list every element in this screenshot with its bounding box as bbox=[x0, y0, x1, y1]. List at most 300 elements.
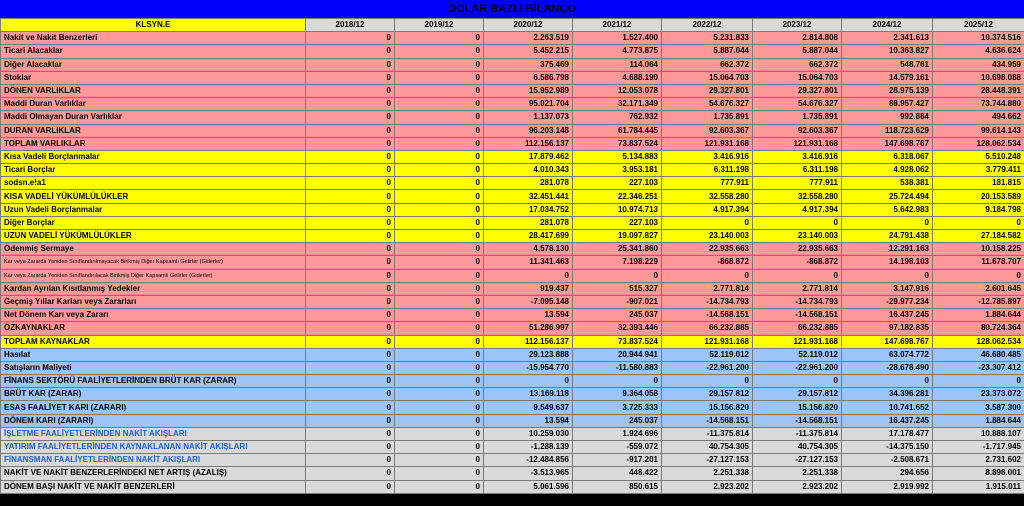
value-cell[interactable]: 0 bbox=[306, 427, 395, 440]
value-cell[interactable]: 29.123.888 bbox=[484, 348, 573, 361]
value-cell[interactable]: -11.580.883 bbox=[573, 361, 662, 374]
value-cell[interactable]: 0 bbox=[395, 348, 484, 361]
value-cell[interactable]: 2.919.992 bbox=[842, 480, 933, 493]
value-cell[interactable]: 0 bbox=[306, 243, 395, 256]
value-cell[interactable]: 0 bbox=[395, 203, 484, 216]
value-cell[interactable]: 10.363.827 bbox=[842, 45, 933, 58]
value-cell[interactable]: 14.198.103 bbox=[842, 256, 933, 269]
value-cell[interactable]: 1.137.073 bbox=[484, 111, 573, 124]
value-cell[interactable]: 13.594 bbox=[484, 414, 573, 427]
value-cell[interactable]: 5.510.248 bbox=[933, 150, 1024, 163]
value-cell[interactable]: 227.103 bbox=[573, 216, 662, 229]
value-cell[interactable]: 0 bbox=[395, 322, 484, 335]
value-cell[interactable]: 11.678.707 bbox=[933, 256, 1024, 269]
value-cell[interactable]: 0 bbox=[395, 269, 484, 282]
value-cell[interactable]: 0 bbox=[306, 190, 395, 203]
value-cell[interactable]: 0 bbox=[306, 71, 395, 84]
value-cell[interactable]: 0 bbox=[933, 269, 1024, 282]
value-cell[interactable]: 10.741.652 bbox=[842, 401, 933, 414]
value-cell[interactable]: 3.416.916 bbox=[662, 150, 753, 163]
value-cell[interactable]: 0 bbox=[306, 309, 395, 322]
value-cell[interactable]: 0 bbox=[306, 361, 395, 374]
value-cell[interactable]: 0 bbox=[306, 177, 395, 190]
value-cell[interactable]: 0 bbox=[842, 216, 933, 229]
value-cell[interactable]: 4.636.624 bbox=[933, 45, 1024, 58]
value-cell[interactable]: 0 bbox=[306, 282, 395, 295]
value-cell[interactable]: 0 bbox=[306, 335, 395, 348]
value-cell[interactable]: 0 bbox=[395, 401, 484, 414]
value-cell[interactable]: -22.961.200 bbox=[753, 361, 842, 374]
value-cell[interactable]: 0 bbox=[306, 230, 395, 243]
value-cell[interactable]: 0 bbox=[306, 322, 395, 335]
row-label-link[interactable]: İŞLETME FAALİYETLERİNDEN NAKİT AKIŞLARI bbox=[1, 427, 306, 440]
value-cell[interactable]: 128.062.534 bbox=[933, 335, 1024, 348]
value-cell[interactable]: 0 bbox=[395, 111, 484, 124]
value-cell[interactable]: -14.568.151 bbox=[662, 309, 753, 322]
value-cell[interactable]: 0 bbox=[395, 45, 484, 58]
value-cell[interactable]: 0 bbox=[573, 269, 662, 282]
value-cell[interactable]: -868.872 bbox=[753, 256, 842, 269]
value-cell[interactable]: -27.127.153 bbox=[753, 454, 842, 467]
value-cell[interactable]: -29.977.234 bbox=[842, 295, 933, 308]
value-cell[interactable]: 0 bbox=[306, 58, 395, 71]
value-cell[interactable]: 13.169.118 bbox=[484, 388, 573, 401]
value-cell[interactable]: 23.373.072 bbox=[933, 388, 1024, 401]
value-cell[interactable]: 0 bbox=[395, 164, 484, 177]
value-cell[interactable]: 6.311.198 bbox=[662, 164, 753, 177]
value-cell[interactable]: 0 bbox=[395, 190, 484, 203]
value-cell[interactable]: 121.931.168 bbox=[753, 335, 842, 348]
value-cell[interactable]: 32.558.280 bbox=[662, 190, 753, 203]
column-header-year[interactable]: 2020/12 bbox=[484, 19, 573, 32]
value-cell[interactable]: -23.307.412 bbox=[933, 361, 1024, 374]
table-row bbox=[1, 361, 1024, 374]
value-cell[interactable]: 0 bbox=[306, 295, 395, 308]
value-cell[interactable]: 9.364.058 bbox=[573, 388, 662, 401]
row-label-link[interactable]: FİNANSMAN FAALİYETLERİNDEN NAKİT AKIŞLARI bbox=[1, 454, 306, 467]
value-cell[interactable]: 29.327.801 bbox=[662, 84, 753, 97]
value-cell[interactable]: 4.917.394 bbox=[662, 203, 753, 216]
value-cell[interactable]: 0 bbox=[933, 216, 1024, 229]
value-cell[interactable]: 0 bbox=[395, 150, 484, 163]
value-cell[interactable]: 23.140.003 bbox=[662, 230, 753, 243]
value-cell[interactable]: 434.959 bbox=[933, 58, 1024, 71]
value-cell[interactable]: -868.872 bbox=[662, 256, 753, 269]
value-cell[interactable]: 0 bbox=[306, 454, 395, 467]
value-cell[interactable]: 494.662 bbox=[933, 111, 1024, 124]
value-cell[interactable]: 1.735.891 bbox=[753, 111, 842, 124]
value-cell[interactable]: 0 bbox=[662, 269, 753, 282]
value-cell[interactable]: 2.341.613 bbox=[842, 32, 933, 45]
value-cell[interactable]: 29.157.812 bbox=[662, 388, 753, 401]
value-cell[interactable]: 0 bbox=[306, 164, 395, 177]
value-cell[interactable]: 0 bbox=[306, 45, 395, 58]
value-cell[interactable]: 92.603.367 bbox=[753, 124, 842, 137]
value-cell[interactable]: 13.594 bbox=[484, 309, 573, 322]
value-cell[interactable]: 0 bbox=[395, 480, 484, 493]
value-cell[interactable]: 0 bbox=[306, 137, 395, 150]
value-cell[interactable]: 9.549.637 bbox=[484, 401, 573, 414]
value-cell[interactable]: 281.078 bbox=[484, 216, 573, 229]
value-cell[interactable]: 28.417.699 bbox=[484, 230, 573, 243]
value-cell[interactable]: 2.771.814 bbox=[753, 282, 842, 295]
value-cell[interactable]: 0 bbox=[306, 216, 395, 229]
value-cell[interactable]: 80.724.364 bbox=[933, 322, 1024, 335]
value-cell[interactable]: 4.928.062 bbox=[842, 164, 933, 177]
value-cell[interactable]: 25.724.494 bbox=[842, 190, 933, 203]
value-cell[interactable]: 3.725.333 bbox=[573, 401, 662, 414]
value-cell[interactable]: 1.735.891 bbox=[662, 111, 753, 124]
column-header-year[interactable]: 2024/12 bbox=[842, 19, 933, 32]
value-cell[interactable]: -907.021 bbox=[573, 295, 662, 308]
column-header-year[interactable]: 2025/12 bbox=[933, 19, 1024, 32]
value-cell[interactable]: 0 bbox=[395, 216, 484, 229]
value-cell[interactable]: 51.286.997 bbox=[484, 322, 573, 335]
value-cell[interactable]: 0 bbox=[395, 335, 484, 348]
value-cell[interactable]: 0 bbox=[395, 71, 484, 84]
value-cell[interactable]: -14.734.793 bbox=[753, 295, 842, 308]
value-cell[interactable]: 762.932 bbox=[573, 111, 662, 124]
value-cell[interactable]: 32.558.280 bbox=[753, 190, 842, 203]
value-cell[interactable]: 112.156.137 bbox=[484, 335, 573, 348]
value-cell[interactable]: 0 bbox=[573, 375, 662, 388]
table-row bbox=[1, 230, 1024, 243]
value-cell[interactable]: 73.744.880 bbox=[933, 98, 1024, 111]
value-cell[interactable]: 17.879.462 bbox=[484, 150, 573, 163]
value-cell[interactable]: 15.064.703 bbox=[662, 71, 753, 84]
value-cell[interactable]: 4.688.190 bbox=[573, 71, 662, 84]
value-cell[interactable]: -559.072 bbox=[573, 441, 662, 454]
value-cell[interactable]: 40.754.305 bbox=[753, 441, 842, 454]
value-cell[interactable]: 2.771.814 bbox=[662, 282, 753, 295]
value-cell[interactable]: 0 bbox=[306, 203, 395, 216]
value-cell[interactable]: 5.887.044 bbox=[753, 45, 842, 58]
value-cell[interactable]: 0 bbox=[395, 243, 484, 256]
value-cell[interactable]: 3.587.300 bbox=[933, 401, 1024, 414]
value-cell[interactable]: 245.037 bbox=[573, 414, 662, 427]
value-cell[interactable]: 32.393.446 bbox=[573, 322, 662, 335]
value-cell[interactable]: 2.923.202 bbox=[753, 480, 842, 493]
value-cell[interactable]: 0 bbox=[306, 256, 395, 269]
value-cell[interactable]: 10.974.713 bbox=[573, 203, 662, 216]
value-cell[interactable]: 0 bbox=[306, 124, 395, 137]
value-cell[interactable]: 5.452.215 bbox=[484, 45, 573, 58]
value-cell[interactable]: 1.527.400 bbox=[573, 32, 662, 45]
value-cell[interactable]: 0 bbox=[395, 137, 484, 150]
value-cell[interactable]: 0 bbox=[484, 375, 573, 388]
value-cell[interactable]: 12.053.078 bbox=[573, 84, 662, 97]
value-cell[interactable]: 11.341.463 bbox=[484, 256, 573, 269]
row-label: TOPLAM VARLIKLAR bbox=[1, 137, 306, 150]
value-cell[interactable]: 73.837.524 bbox=[573, 335, 662, 348]
value-cell[interactable]: 0 bbox=[395, 282, 484, 295]
value-cell[interactable]: 6.311.198 bbox=[753, 164, 842, 177]
value-cell[interactable]: 0 bbox=[842, 375, 933, 388]
table-row bbox=[1, 388, 1024, 401]
value-cell[interactable]: 66.232.885 bbox=[753, 322, 842, 335]
value-cell[interactable]: 118.723.629 bbox=[842, 124, 933, 137]
value-cell[interactable]: 2.251.338 bbox=[662, 467, 753, 480]
value-cell[interactable]: 27.184.582 bbox=[933, 230, 1024, 243]
value-cell[interactable]: 2.263.519 bbox=[484, 32, 573, 45]
value-cell[interactable]: 548.761 bbox=[842, 58, 933, 71]
value-cell[interactable]: 0 bbox=[306, 98, 395, 111]
value-cell[interactable]: 15.952.989 bbox=[484, 84, 573, 97]
value-cell[interactable]: 61.784.445 bbox=[573, 124, 662, 137]
row-label-link[interactable]: YATIRIM FAALİYETLERİNDEN KAYNAKLANAN NAKİT AKIŞLARI bbox=[1, 441, 306, 454]
column-header-ticker[interactable]: KLSYN.E bbox=[1, 19, 306, 32]
value-cell[interactable]: 15.156.820 bbox=[753, 401, 842, 414]
value-cell[interactable]: 0 bbox=[306, 375, 395, 388]
value-cell[interactable]: -22.961.200 bbox=[662, 361, 753, 374]
value-cell[interactable]: -27.127.153 bbox=[662, 454, 753, 467]
column-header-year[interactable]: 2019/12 bbox=[395, 19, 484, 32]
value-cell[interactable]: -11.375.814 bbox=[753, 427, 842, 440]
value-cell[interactable]: 88.957.427 bbox=[842, 98, 933, 111]
value-cell[interactable]: 10.888.107 bbox=[933, 427, 1024, 440]
value-cell[interactable]: 0 bbox=[395, 388, 484, 401]
value-cell[interactable]: 10.698.088 bbox=[933, 71, 1024, 84]
value-cell[interactable]: 29.327.801 bbox=[753, 84, 842, 97]
value-cell[interactable]: 22.935.663 bbox=[662, 243, 753, 256]
value-cell[interactable]: -14.375.150 bbox=[842, 441, 933, 454]
value-cell[interactable]: 777.911 bbox=[753, 177, 842, 190]
value-cell[interactable]: 2.731.602 bbox=[933, 454, 1024, 467]
value-cell[interactable]: 2.923.202 bbox=[662, 480, 753, 493]
value-cell[interactable]: 0 bbox=[395, 84, 484, 97]
value-cell[interactable]: 17.034.752 bbox=[484, 203, 573, 216]
value-cell[interactable]: 777.911 bbox=[662, 177, 753, 190]
value-cell[interactable]: 4.010.343 bbox=[484, 164, 573, 177]
value-cell[interactable]: 0 bbox=[395, 414, 484, 427]
value-cell[interactable]: 5.134.883 bbox=[573, 150, 662, 163]
value-cell[interactable]: 5.887.044 bbox=[662, 45, 753, 58]
value-cell[interactable]: 0 bbox=[395, 361, 484, 374]
value-cell[interactable]: 121.931.168 bbox=[662, 335, 753, 348]
value-cell[interactable]: 5.642.983 bbox=[842, 203, 933, 216]
value-cell[interactable]: 25.341.860 bbox=[573, 243, 662, 256]
value-cell[interactable]: 9.184.798 bbox=[933, 203, 1024, 216]
value-cell[interactable]: 17.178.477 bbox=[842, 427, 933, 440]
value-cell[interactable]: 92.603.367 bbox=[662, 124, 753, 137]
value-cell[interactable]: 24.791.438 bbox=[842, 230, 933, 243]
value-cell[interactable]: 5.231.833 bbox=[662, 32, 753, 45]
value-cell[interactable]: 245.037 bbox=[573, 309, 662, 322]
value-cell[interactable]: 121.931.168 bbox=[662, 137, 753, 150]
value-cell[interactable]: 96.203.148 bbox=[484, 124, 573, 137]
value-cell[interactable]: -917.201 bbox=[573, 454, 662, 467]
value-cell[interactable]: 0 bbox=[306, 388, 395, 401]
value-cell[interactable]: 281.078 bbox=[484, 177, 573, 190]
value-cell[interactable]: 10.374.516 bbox=[933, 32, 1024, 45]
row-label: ESAS FAALİYET KARI (ZARARI) bbox=[1, 401, 306, 414]
column-header-year[interactable]: 2022/12 bbox=[662, 19, 753, 32]
value-cell[interactable]: 4.578.130 bbox=[484, 243, 573, 256]
value-cell[interactable]: -3.513.965 bbox=[484, 467, 573, 480]
value-cell[interactable]: 23.140.003 bbox=[753, 230, 842, 243]
value-cell[interactable]: 40.754.305 bbox=[662, 441, 753, 454]
value-cell[interactable]: 2.251.338 bbox=[753, 467, 842, 480]
sheet-title: DOLAR BAZLI BİLANÇO bbox=[0, 0, 1024, 18]
value-cell[interactable]: 0 bbox=[395, 32, 484, 45]
value-cell[interactable]: 4.917.394 bbox=[753, 203, 842, 216]
value-cell[interactable]: -1.288.139 bbox=[484, 441, 573, 454]
value-cell[interactable]: -14.568.151 bbox=[753, 309, 842, 322]
value-cell[interactable]: 0 bbox=[753, 375, 842, 388]
value-cell[interactable]: 4.773.875 bbox=[573, 45, 662, 58]
value-cell[interactable]: 992.884 bbox=[842, 111, 933, 124]
value-cell[interactable]: 0 bbox=[306, 111, 395, 124]
value-cell[interactable]: 15.156.820 bbox=[662, 401, 753, 414]
value-cell[interactable]: 97.182.835 bbox=[842, 322, 933, 335]
value-cell[interactable]: 95.021.704 bbox=[484, 98, 573, 111]
value-cell[interactable]: 0 bbox=[306, 269, 395, 282]
value-cell[interactable]: 0 bbox=[395, 177, 484, 190]
value-cell[interactable]: 52.119.012 bbox=[662, 348, 753, 361]
value-cell[interactable]: 0 bbox=[662, 375, 753, 388]
value-cell[interactable]: 0 bbox=[306, 401, 395, 414]
value-cell[interactable]: 0 bbox=[306, 467, 395, 480]
value-cell[interactable]: 0 bbox=[306, 480, 395, 493]
value-cell[interactable]: 20.153.589 bbox=[933, 190, 1024, 203]
value-cell[interactable]: 15.064.703 bbox=[753, 71, 842, 84]
value-cell[interactable]: 54.676.327 bbox=[753, 98, 842, 111]
value-cell[interactable]: 5.061.596 bbox=[484, 480, 573, 493]
value-cell[interactable]: 6.586.798 bbox=[484, 71, 573, 84]
value-cell[interactable]: 128.062.534 bbox=[933, 137, 1024, 150]
value-cell[interactable]: 2.814.808 bbox=[753, 32, 842, 45]
value-cell[interactable]: 2.601.645 bbox=[933, 282, 1024, 295]
value-cell[interactable]: -14.734.793 bbox=[662, 295, 753, 308]
value-cell[interactable]: -1.717.945 bbox=[933, 441, 1024, 454]
value-cell[interactable]: 22.935.663 bbox=[753, 243, 842, 256]
column-header-year[interactable]: 2018/12 bbox=[306, 19, 395, 32]
value-cell[interactable]: 99.614.143 bbox=[933, 124, 1024, 137]
value-cell[interactable]: 66.232.885 bbox=[662, 322, 753, 335]
value-cell[interactable]: 3.779.411 bbox=[933, 164, 1024, 177]
value-cell[interactable]: 515.327 bbox=[573, 282, 662, 295]
value-cell[interactable]: 227.103 bbox=[573, 177, 662, 190]
value-cell[interactable]: 1.924.696 bbox=[573, 427, 662, 440]
value-cell[interactable]: -12.484.856 bbox=[484, 454, 573, 467]
value-cell[interactable]: 0 bbox=[306, 414, 395, 427]
column-header-year[interactable]: 2023/12 bbox=[753, 19, 842, 32]
value-cell[interactable]: 10.259.030 bbox=[484, 427, 573, 440]
value-cell[interactable]: 121.931.168 bbox=[753, 137, 842, 150]
value-cell[interactable]: 3.416.916 bbox=[753, 150, 842, 163]
value-cell[interactable]: 112.156.137 bbox=[484, 137, 573, 150]
value-cell[interactable]: -7.095.148 bbox=[484, 295, 573, 308]
value-cell[interactable]: -14.568.151 bbox=[662, 414, 753, 427]
value-cell[interactable]: 22.346.251 bbox=[573, 190, 662, 203]
value-cell[interactable]: 19.097.827 bbox=[573, 230, 662, 243]
value-cell[interactable]: 1.884.644 bbox=[933, 309, 1024, 322]
value-cell[interactable]: 448.422 bbox=[573, 467, 662, 480]
value-cell[interactable]: 114.064 bbox=[573, 58, 662, 71]
value-cell[interactable]: 3.147.916 bbox=[842, 282, 933, 295]
value-cell[interactable]: 1.884.644 bbox=[933, 414, 1024, 427]
value-cell[interactable]: 0 bbox=[395, 427, 484, 440]
row-label: Net Dönem Karı veya Zararı bbox=[1, 309, 306, 322]
value-cell[interactable]: 14.579.161 bbox=[842, 71, 933, 84]
value-cell[interactable]: 1.915.011 bbox=[933, 480, 1024, 493]
value-cell[interactable]: 662.372 bbox=[753, 58, 842, 71]
value-cell[interactable]: 73.837.524 bbox=[573, 137, 662, 150]
value-cell[interactable]: 0 bbox=[395, 467, 484, 480]
value-cell[interactable]: 538.381 bbox=[842, 177, 933, 190]
value-cell[interactable]: 0 bbox=[395, 124, 484, 137]
value-cell[interactable]: 0 bbox=[395, 256, 484, 269]
value-cell[interactable]: 0 bbox=[662, 216, 753, 229]
value-cell[interactable]: 662.372 bbox=[662, 58, 753, 71]
value-cell[interactable]: 7.198.229 bbox=[573, 256, 662, 269]
value-cell[interactable]: -11.375.814 bbox=[662, 427, 753, 440]
value-cell[interactable]: 850.615 bbox=[573, 480, 662, 493]
value-cell[interactable]: 16.437.245 bbox=[842, 309, 933, 322]
value-cell[interactable]: 0 bbox=[484, 269, 573, 282]
value-cell[interactable]: 0 bbox=[395, 309, 484, 322]
value-cell[interactable]: 375.469 bbox=[484, 58, 573, 71]
value-cell[interactable]: 0 bbox=[753, 269, 842, 282]
column-header-year[interactable]: 2021/12 bbox=[573, 19, 662, 32]
value-cell[interactable]: 0 bbox=[753, 216, 842, 229]
value-cell[interactable]: 0 bbox=[306, 84, 395, 97]
value-cell[interactable]: 147.698.767 bbox=[842, 335, 933, 348]
value-cell[interactable]: 0 bbox=[842, 269, 933, 282]
value-cell[interactable]: 0 bbox=[395, 58, 484, 71]
value-cell[interactable]: 28.448.391 bbox=[933, 84, 1024, 97]
value-cell[interactable]: 0 bbox=[306, 441, 395, 454]
value-cell[interactable]: 0 bbox=[395, 295, 484, 308]
value-cell[interactable]: -14.568.151 bbox=[753, 414, 842, 427]
value-cell[interactable]: -28.678.490 bbox=[842, 361, 933, 374]
value-cell[interactable]: -12.785.897 bbox=[933, 295, 1024, 308]
value-cell[interactable]: 0 bbox=[395, 230, 484, 243]
value-cell[interactable]: 0 bbox=[395, 375, 484, 388]
balance-sheet-table bbox=[0, 18, 1024, 494]
value-cell[interactable]: 0 bbox=[306, 150, 395, 163]
value-cell[interactable]: 34.396.281 bbox=[842, 388, 933, 401]
value-cell[interactable]: -2.508.671 bbox=[842, 454, 933, 467]
value-cell[interactable]: -15.954.770 bbox=[484, 361, 573, 374]
value-cell[interactable]: 0 bbox=[395, 98, 484, 111]
value-cell[interactable]: 0 bbox=[395, 441, 484, 454]
value-cell[interactable]: 0 bbox=[933, 375, 1024, 388]
value-cell[interactable]: 919.437 bbox=[484, 282, 573, 295]
value-cell[interactable]: 3.953.181 bbox=[573, 164, 662, 177]
value-cell[interactable]: 28.975.139 bbox=[842, 84, 933, 97]
value-cell[interactable]: 63.074.772 bbox=[842, 348, 933, 361]
value-cell[interactable]: 12.291.163 bbox=[842, 243, 933, 256]
value-cell[interactable]: 52.119.012 bbox=[753, 348, 842, 361]
value-cell[interactable]: 46.680.485 bbox=[933, 348, 1024, 361]
value-cell[interactable]: 29.157.812 bbox=[753, 388, 842, 401]
value-cell[interactable]: 8.896.001 bbox=[933, 467, 1024, 480]
value-cell[interactable]: 0 bbox=[306, 348, 395, 361]
value-cell[interactable]: 32.171.349 bbox=[573, 98, 662, 111]
value-cell[interactable]: 20.944.941 bbox=[573, 348, 662, 361]
value-cell[interactable]: 6.318.067 bbox=[842, 150, 933, 163]
value-cell[interactable]: 0 bbox=[395, 454, 484, 467]
value-cell[interactable]: 294.656 bbox=[842, 467, 933, 480]
value-cell[interactable]: 147.698.767 bbox=[842, 137, 933, 150]
value-cell[interactable]: 10.158.225 bbox=[933, 243, 1024, 256]
value-cell[interactable]: 54.676.327 bbox=[662, 98, 753, 111]
value-cell[interactable]: 16.437.245 bbox=[842, 414, 933, 427]
value-cell[interactable]: 181.815 bbox=[933, 177, 1024, 190]
value-cell[interactable]: 0 bbox=[306, 32, 395, 45]
value-cell[interactable]: 32.451.441 bbox=[484, 190, 573, 203]
